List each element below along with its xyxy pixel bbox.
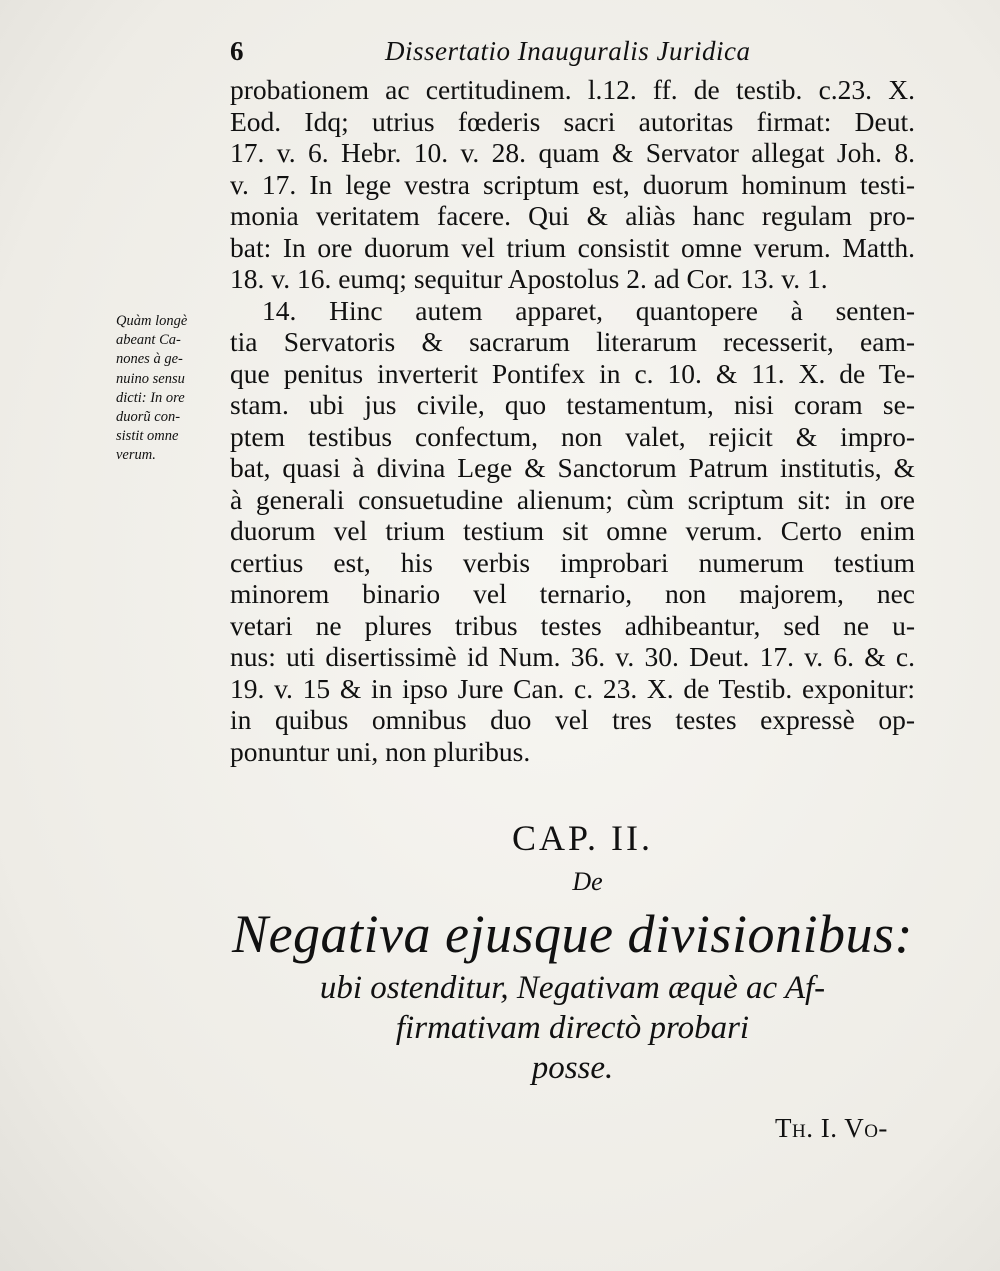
text-line: v. 17. In lege vestra scriptum est, duorum hominum testi- <box>230 168 915 200</box>
text-line: certius est, his verbis improbari numerum testium <box>230 546 915 578</box>
text-line: bat, quasi à divina Lege & Sanctorum Patrum institutis, & <box>230 452 915 483</box>
text-line: nus: uti disertissimè id Num. 36. v. 30. Deut. 17. v. 6. & c. <box>230 641 915 672</box>
text-line: tia Servatoris & sacrarum literarum recesserit, eam- <box>230 326 915 357</box>
text-line: vetari ne plures tribus testes adhibeantur, sed ne u- <box>230 609 915 641</box>
text-line: in quibus omnibus duo vel tres testes expressè op- <box>230 704 915 735</box>
text-line: Eod. Idq; utrius fœderis sacri autoritas firmat: Deut. <box>230 105 915 137</box>
page-header <box>230 36 790 76</box>
text-line: bat: In ore duorum vel trium consistit omne verum. Matth. <box>230 231 915 263</box>
text-line: 19. v. 15 & in ipso Jure Can. c. 23. X. de Testib. exponitur: <box>230 672 915 704</box>
subtitle-line: posse. <box>531 1050 614 1086</box>
margin-note-line: verum. <box>116 447 156 464</box>
chapter-subtitle <box>230 968 915 1088</box>
margin-note-line: duorũ con- <box>116 409 181 426</box>
text-line: probationem ac certitudinem. l.12. ff. de testib. c.23. X. <box>230 74 915 105</box>
body-text <box>230 74 915 767</box>
text-line: duorum vel trium testium sit omne verum. Certo enim <box>230 515 915 546</box>
text-line: minorem binario vel ternario, non majorem, nec <box>230 578 915 609</box>
chapter-heading <box>230 812 915 1088</box>
chapter-title: Negativa ejusque divisionibus: <box>232 904 913 964</box>
text-line: à generali consuetudine alienum; cùm scriptum sit: in ore <box>230 483 915 515</box>
paragraph-start-line: 14. Hinc autem apparet, quantopere à senten- <box>262 294 915 326</box>
chapter-number: CAP. II. <box>511 818 654 858</box>
chapter-preposition: De <box>572 867 603 896</box>
margin-note-line: nuino sensu <box>116 370 185 387</box>
subtitle-line: ubi ostenditur, Negativam æquè ac Af- <box>319 970 826 1006</box>
catchword: Th. I. Vo- <box>775 1113 888 1143</box>
text-line: monia veritatem facere. Qui & aliàs hanc regulam pro- <box>230 200 915 231</box>
text-line: stam. ubi jus civile, quo testamentum, nisi coram se- <box>230 389 915 420</box>
margin-note-line: nones à ge- <box>116 351 183 368</box>
text-line: 18. v. 16. eumq; sequitur Apostolus 2. ad Cor. 13. v. 1. <box>230 263 828 294</box>
margin-note-line: abeant Ca- <box>116 332 181 349</box>
margin-note-line: sistit omne <box>116 428 179 445</box>
text-line: ponuntur uni, non pluribus. <box>230 735 531 767</box>
margin-note-line: Quàm longè <box>116 313 188 329</box>
text-line: ptem testibus confectum, non valet, rejicit & impro- <box>230 420 915 452</box>
margin-note <box>116 312 236 466</box>
page-number: 6 <box>230 36 244 66</box>
subtitle-line: firmativam directò probari <box>395 1010 750 1046</box>
margin-note-line: dicti: In ore <box>116 389 185 406</box>
text-line: que penitus inverterit Pontifex in c. 10. & 11. X. de Te- <box>230 357 915 389</box>
text-line: 17. v. 6. Hebr. 10. v. 28. quam & Servator allegat Joh. 8. <box>230 137 915 168</box>
running-head: Dissertatio Inauguralis Juridica <box>385 36 751 66</box>
